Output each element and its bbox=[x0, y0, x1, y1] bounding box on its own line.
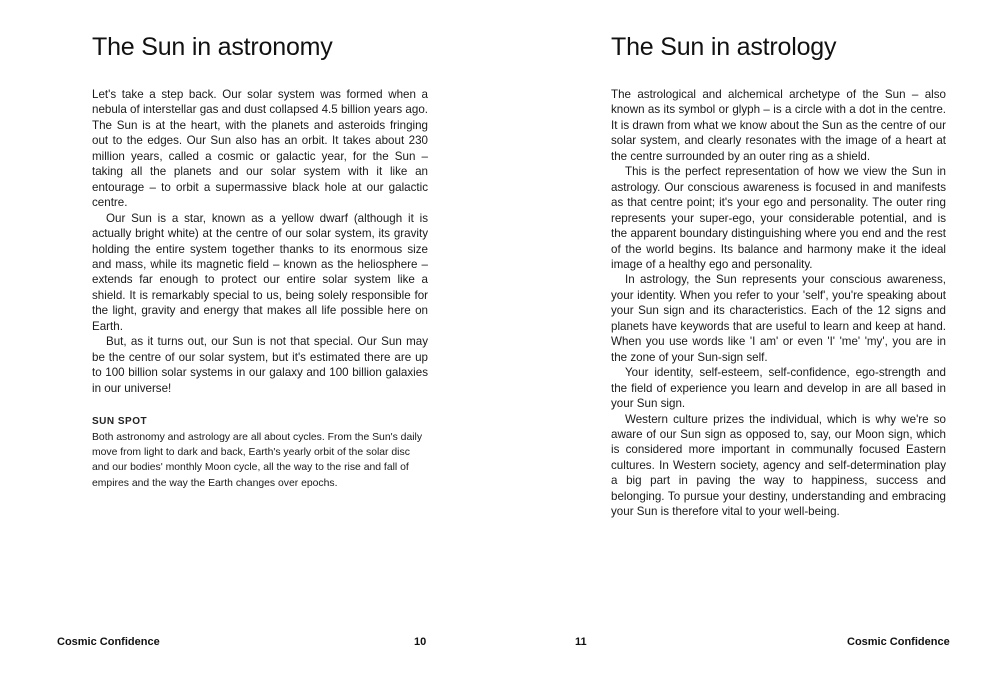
right-page-number: 11 bbox=[575, 636, 587, 648]
right-page-body bbox=[611, 87, 946, 520]
sun-spot-heading: SUN SPOT bbox=[92, 416, 148, 428]
left-paragraph: But, as it turns out, our Sun is not that special. Our Sun may be the centre of our solar system, but it's estimated there are up to 100 billion solar systems in our galaxy and 100 billion galaxies in our universe! bbox=[92, 335, 428, 395]
right-page-title: The Sun in astrology bbox=[611, 33, 837, 61]
right-page bbox=[500, 0, 1000, 685]
right-paragraph: This is the perfect representation of how we view the Sun in astrology. Our conscious awareness is focused in and manifests as that centre point; it's your ego and personality. The outer ring represents your super-ego, your considerable potential, and is the apparent boundary distinguishing where you end and the rest of the world begins. Its balance and harmony make it the ideal image of a healthy ego and personality. bbox=[611, 165, 946, 271]
left-footer-title: Cosmic Confidence bbox=[57, 636, 160, 648]
right-paragraph: Your identity, self-esteem, self-confidence, ego-strength and the field of experience you learn and develop in are all based in your Sun sign. bbox=[611, 366, 946, 411]
right-paragraph: In astrology, the Sun represents your conscious awareness, your identity. When you refer to your 'self', you're speaking about your Sun sign and its characteristics. Each of the 12 signs and planets have keywords that are useful to learn and keep at hand. When you use words like 'I am' or even 'I' 'me' 'my', you are in the zone of your Sun-sign self. bbox=[611, 273, 946, 364]
sun-spot-text: Both astronomy and astrology are all about cycles. From the Sun's daily move from light to dark and back, Earth's yearly orbit of the solar disc and our bodies' monthly Moon cycle, all the way to the rise and fall of empires and the way the Earth changes over epochs. bbox=[92, 431, 423, 489]
left-page-number: 10 bbox=[414, 636, 427, 648]
left-paragraph: Let's take a step back. Our solar system was formed when a nebula of interstellar gas and dust collapsed 4.5 billion years ago. The Sun is at the heart, with the planets and asteroids fringing out to the edges. Our Sun also has an orbit. It takes about 230 million years, called a cosmic or galactic year, for the Sun – taking all the planets and our solar system with it like an entourage – to orbit a supermassive black hole at our galactic centre. bbox=[92, 88, 428, 210]
left-page-title: The Sun in astronomy bbox=[92, 33, 333, 61]
right-footer-title: Cosmic Confidence bbox=[847, 636, 950, 648]
right-paragraph: Western culture prizes the individual, which is why we're so aware of our Sun sign as opposed to, say, our Moon sign, which is considered more important in communally focused Eastern cultures. In Western society, agency and self-determination play a big part in paving the way to happiness, success and belonging. To pursue your destiny, understanding and embracing your Sun is therefore vital to your well-being. bbox=[611, 412, 946, 519]
left-page-body bbox=[92, 87, 428, 491]
left-paragraph: Our Sun is a star, known as a yellow dwarf (although it is actually bright white) at the centre of our solar system, its gravity holding the entire system together thanks to its enormous size and mass, while its magnetic field – known as the heliosphere – extends far enough to protect our entire solar system like a shield. It is remarkably special to us, being solely responsible for the light, gravity and energy that makes all life possible here on Earth. bbox=[92, 211, 428, 333]
right-paragraph: The astrological and alchemical archetype of the Sun – also known as its symbol or glyph – is a circle with a dot in the centre. It is drawn from what we know about the Sun as the centre of our solar system, and clearly resonates with the image of a heart at the centre surrounded by an outer ring as a shield. bbox=[611, 88, 946, 163]
